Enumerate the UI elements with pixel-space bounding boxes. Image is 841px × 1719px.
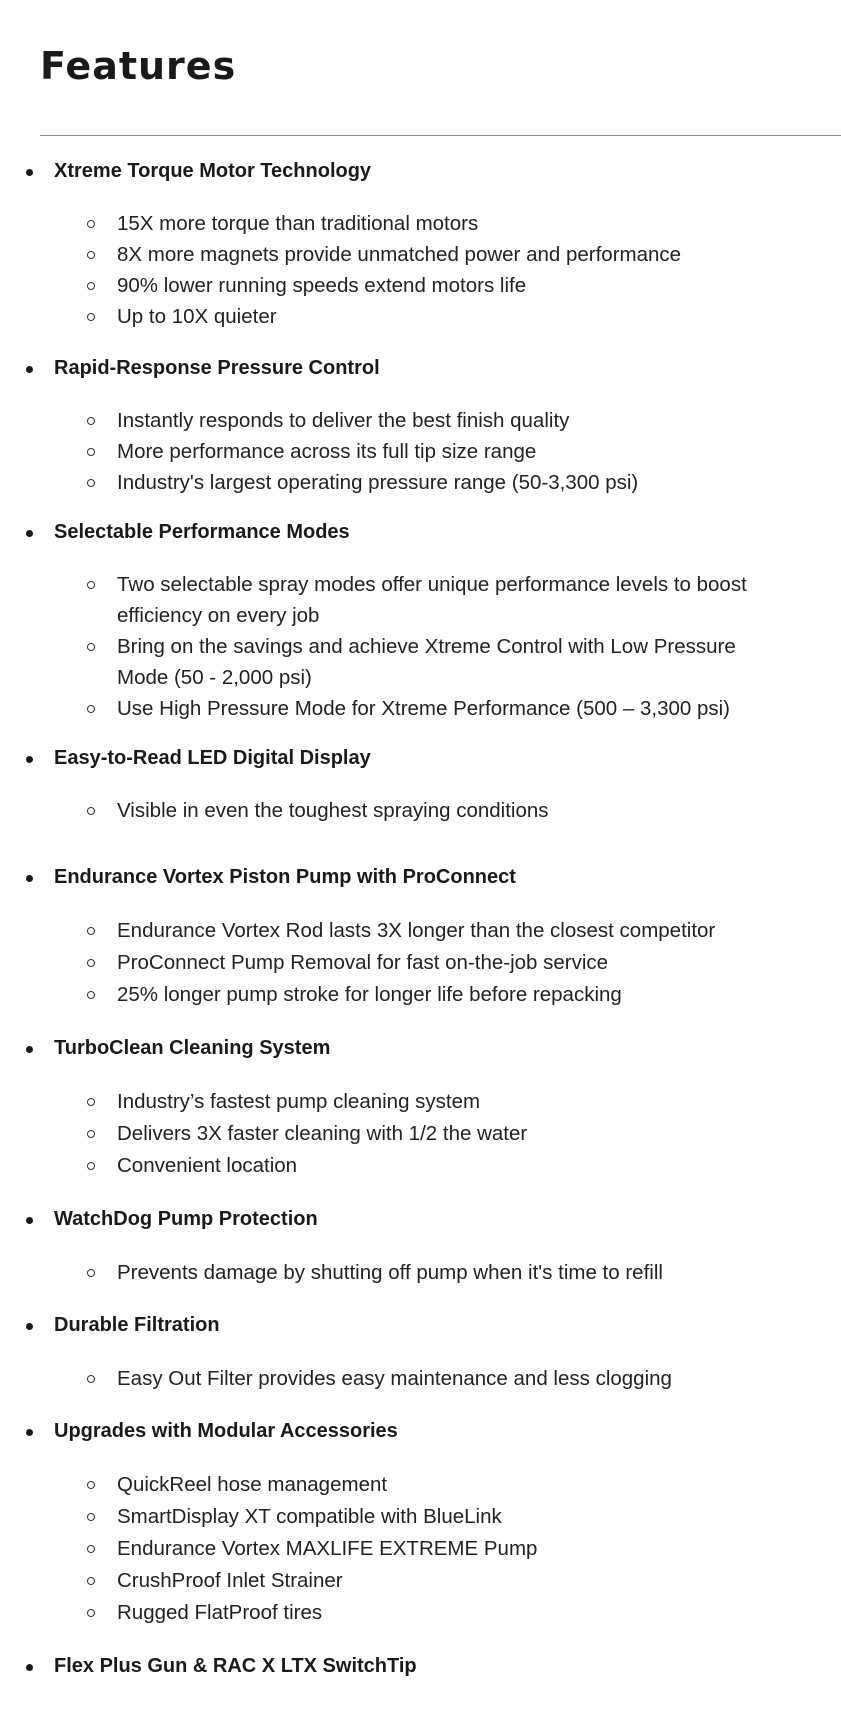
bullet-disc-icon bbox=[26, 756, 33, 763]
feature-heading bbox=[0, 1310, 841, 1340]
bullet-circle-icon bbox=[87, 1609, 95, 1617]
sub-item-text: QuickReel hose management bbox=[117, 1473, 388, 1496]
feature-title: Easy-to-Read LED Digital Display bbox=[54, 747, 371, 769]
feature-title: Selectable Performance Modes bbox=[54, 521, 350, 543]
bullet-circle-icon bbox=[87, 1162, 95, 1170]
bullet-disc-icon bbox=[26, 366, 33, 373]
sub-item-text: ProConnect Pump Removal for fast on-the-job service bbox=[117, 951, 609, 974]
bullet-disc-icon bbox=[26, 1429, 33, 1436]
bullet-circle-icon bbox=[87, 417, 95, 425]
feature-title: Upgrades with Modular Accessories bbox=[54, 1420, 398, 1442]
sub-item-text: Industry’s fastest pump cleaning system bbox=[117, 1090, 481, 1113]
sub-item-text: Prevents damage by shutting off pump when it's time to refill bbox=[117, 1261, 663, 1284]
title-divider bbox=[40, 135, 841, 136]
sub-item-text: 15X more torque than traditional motors bbox=[117, 212, 479, 235]
sub-item-text: 8X more magnets provide unmatched power and performance bbox=[117, 243, 682, 266]
bullet-circle-icon bbox=[87, 1577, 95, 1585]
sub-item-text: Industry's largest operating pressure range (50-3,300 psi) bbox=[117, 471, 639, 494]
sub-item-text: CrushProof Inlet Strainer bbox=[117, 1569, 343, 1592]
feature-heading bbox=[0, 862, 841, 892]
feature-heading bbox=[0, 1416, 841, 1446]
feature-title: Flex Plus Gun & RAC X LTX SwitchTip bbox=[54, 1655, 417, 1677]
bullet-circle-icon bbox=[87, 251, 95, 259]
bullet-circle-icon bbox=[87, 282, 95, 290]
feature-heading bbox=[0, 1033, 841, 1063]
sub-item-text: Visible in even the toughest spraying conditions bbox=[117, 799, 549, 822]
bullet-circle-icon bbox=[87, 927, 95, 935]
sub-item-text: 25% longer pump stroke for longer life before repacking bbox=[117, 983, 622, 1006]
feature-heading bbox=[0, 1204, 841, 1234]
bullet-disc-icon bbox=[26, 530, 33, 537]
sub-item-text: SmartDisplay XT compatible with BlueLink bbox=[117, 1505, 502, 1528]
bullet-circle-icon bbox=[87, 643, 95, 651]
bullet-circle-icon bbox=[87, 1375, 95, 1383]
feature-heading bbox=[0, 517, 841, 547]
bullet-disc-icon bbox=[26, 169, 33, 176]
bullet-circle-icon bbox=[87, 1513, 95, 1521]
sub-item-text: Two selectable spray modes offer unique performance levels to boost efficiency on every job bbox=[117, 573, 747, 627]
sub-item-text: 90% lower running speeds extend motors life bbox=[117, 274, 527, 297]
bullet-circle-icon bbox=[87, 1130, 95, 1138]
bullet-circle-icon bbox=[87, 1545, 95, 1553]
bullet-circle-icon bbox=[87, 313, 95, 321]
bullet-circle-icon bbox=[87, 959, 95, 967]
feature-title: Durable Filtration bbox=[54, 1314, 220, 1336]
sub-item-text: Endurance Vortex Rod lasts 3X longer than the closest competitor bbox=[117, 919, 716, 942]
feature-title: Xtreme Torque Motor Technology bbox=[54, 160, 372, 182]
sub-item-text: Use High Pressure Mode for Xtreme Performance (500 – 3,300 psi) bbox=[117, 697, 730, 720]
bullet-circle-icon bbox=[87, 448, 95, 456]
sub-item-text: Endurance Vortex MAXLIFE EXTREME Pump bbox=[117, 1537, 538, 1560]
sub-item-text: Easy Out Filter provides easy maintenance and less clogging bbox=[117, 1367, 672, 1390]
feature-heading bbox=[0, 353, 841, 383]
sub-item-text: Up to 10X quieter bbox=[117, 305, 277, 328]
sub-item-text: Convenient location bbox=[117, 1154, 298, 1177]
bullet-circle-icon bbox=[87, 220, 95, 228]
bullet-circle-icon bbox=[87, 705, 95, 713]
feature-title: Endurance Vortex Piston Pump with ProConnect bbox=[54, 866, 516, 888]
sub-item-text: More performance across its full tip size range bbox=[117, 440, 537, 463]
feature-title: WatchDog Pump Protection bbox=[54, 1208, 318, 1230]
sub-item-text: Bring on the savings and achieve Xtreme Control with Low Pressure Mode (50 - 2,000 psi) bbox=[117, 635, 736, 689]
bullet-circle-icon bbox=[87, 807, 95, 815]
bullet-disc-icon bbox=[26, 1323, 33, 1330]
page-title: Features bbox=[40, 44, 237, 88]
feature-title: Rapid-Response Pressure Control bbox=[54, 357, 380, 379]
bullet-circle-icon bbox=[87, 1098, 95, 1106]
feature-heading bbox=[0, 156, 841, 186]
bullet-disc-icon bbox=[26, 1046, 33, 1053]
bullet-disc-icon bbox=[26, 875, 33, 882]
sub-item-text: Instantly responds to deliver the best finish quality bbox=[117, 409, 570, 432]
bullet-circle-icon bbox=[87, 991, 95, 999]
feature-heading bbox=[0, 1651, 841, 1681]
bullet-disc-icon bbox=[26, 1217, 33, 1224]
bullet-circle-icon bbox=[87, 1269, 95, 1277]
bullet-circle-icon bbox=[87, 581, 95, 589]
sub-item-text: Delivers 3X faster cleaning with 1/2 the water bbox=[117, 1122, 528, 1145]
bullet-circle-icon bbox=[87, 1481, 95, 1489]
bullet-disc-icon bbox=[26, 1664, 33, 1671]
feature-heading bbox=[0, 743, 841, 773]
feature-title: TurboClean Cleaning System bbox=[54, 1037, 331, 1059]
sub-item-text: Rugged FlatProof tires bbox=[117, 1601, 323, 1624]
bullet-circle-icon bbox=[87, 479, 95, 487]
